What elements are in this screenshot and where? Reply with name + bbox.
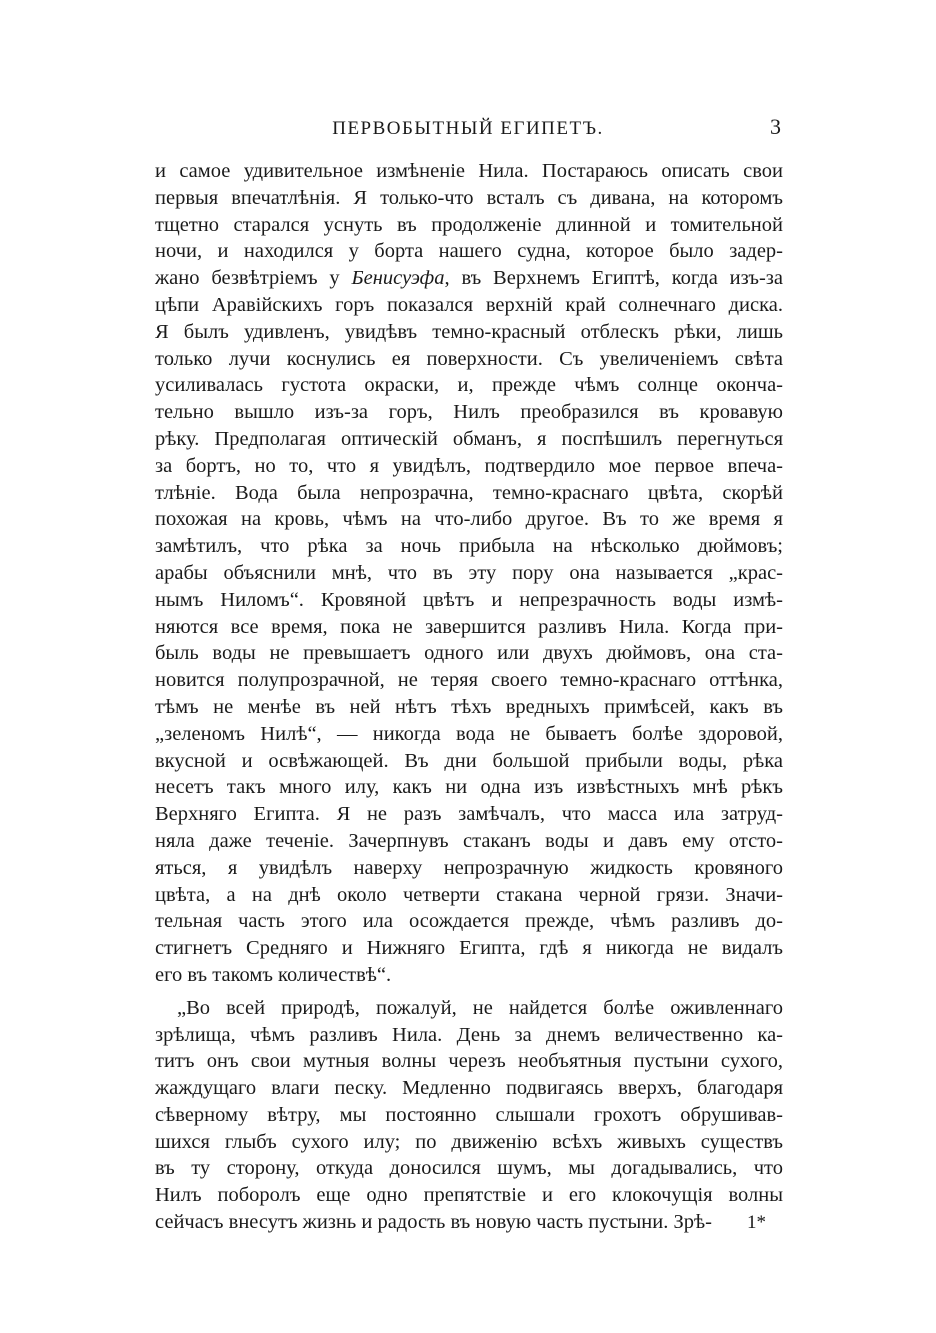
text-line: рѣку. Предполагая оптическій обманъ, я поспѣшилъ перегнуться bbox=[155, 427, 783, 450]
text-line: усиливалась густота окраски, и, прежде чѣмъ солнце оконча- bbox=[155, 374, 783, 397]
text-line: первыя впечатлѣнія. Я только-что всталъ съ дивана, на которомъ bbox=[155, 186, 783, 209]
text-line: тлѣніе. Вода была непрозрачна, темно-краснаго цвѣта, скорѣй bbox=[155, 481, 783, 504]
text-line: Верхняго Египта. Я не разъ замѣчалъ, что масса ила затруд- bbox=[155, 803, 783, 826]
text-line: титъ онъ свои мутныя волны черезъ необъятныя пустыни сухого, bbox=[155, 1050, 783, 1073]
text-line: похожая на кровь, чѣмъ на что-либо другое. Въ то же время я bbox=[155, 508, 783, 531]
text-line: быль воды не превышаетъ одного или двухъ дюймовъ, она ста- bbox=[155, 642, 783, 665]
text-line: только лучи коснулись ея поверхности. Съ увеличеніемъ свѣта bbox=[155, 347, 783, 370]
text-line: замѣтилъ, что рѣка за ночь прибыла на нѣсколько дюймовъ; bbox=[155, 535, 783, 558]
text-line: ночи, и находился у борта нашего судна, которое было задер- bbox=[155, 240, 783, 263]
text-line: цѣпи Аравійскихъ горъ показался верхній край солнечнаго диска. bbox=[155, 293, 783, 316]
text-line: шихся глыбъ сухого илу; по движенію всѣхъ живыхъ существъ bbox=[155, 1130, 783, 1153]
text-line: цвѣта, а на днѣ около четверти стакана черной грязи. Значи- bbox=[155, 883, 783, 906]
body-text bbox=[155, 158, 783, 1236]
text-line: за бортъ, но то, что я увидѣлъ, подтвердило мое первое впеча- bbox=[155, 454, 783, 477]
text-line: стигнетъ Средняго и Нижняго Египта, гдѣ я никогда не видалъ bbox=[155, 937, 783, 960]
text-line: сейчасъ внесутъ жизнь и радость въ новую часть пустыни. Зрѣ- bbox=[155, 1211, 712, 1234]
text-line: жаждущаго влаги песку. Медленно подвигаясь вверхъ, благодаря bbox=[155, 1077, 783, 1100]
text-line: няла даже теченіе. Зачерпнувъ стаканъ воды и давъ ему отсто- bbox=[155, 829, 783, 852]
text-line: вкусной и освѣжающей. Въ дни большой прибыли воды, рѣка bbox=[155, 749, 783, 772]
text-line: „зеленомъ Нилѣ“, — никогда вода не бываетъ болѣе здоровой, bbox=[155, 722, 783, 745]
text-line: новится полупрозрачной, не теряя своего темно-краснаго оттѣнка, bbox=[155, 669, 783, 692]
text-line: „Во всей природѣ, пожалуй, не найдется болѣе оживленнаго bbox=[177, 996, 783, 1019]
text-line: его въ такомъ количествѣ“. bbox=[155, 963, 392, 986]
paragraph-2 bbox=[155, 995, 783, 1236]
paragraph-1 bbox=[155, 158, 783, 989]
text-line: сѣверному вѣтру, мы постоянно слышали грохотъ обрушивав- bbox=[155, 1103, 783, 1126]
text-line: тельно вышло изъ-за горъ, Нилъ преобразился въ кровавую bbox=[155, 401, 783, 424]
text-line: тѣмъ не менѣе въ ней нѣтъ тѣхъ вредныхъ примѣсей, какъ въ bbox=[155, 695, 783, 718]
text-line: няются все время, пока не завершится разливъ Нила. Когда при- bbox=[155, 615, 783, 638]
signature-mark: 1* bbox=[747, 1212, 766, 1233]
text-line: Нилъ поборолъ еще одно препятствіе и его клокочущія волны bbox=[155, 1184, 783, 1207]
text-line: арабы объяснили мнѣ, что въ эту пору она называется „крас- bbox=[155, 561, 783, 584]
text-line: зрѣлища, чѣмъ разливъ Нила. День за днемъ величественно ка- bbox=[155, 1023, 783, 1046]
text-line: жано безвѣтріемъ у Бенисуэфа, въ Верхнемъ Египтѣ, когда изъ-за bbox=[155, 267, 783, 290]
text-line: нымъ Ниломъ“. Кровяной цвѣтъ и непрезрачность воды измѣ- bbox=[155, 588, 783, 611]
text-line: тщетно старался уснуть въ продолженіе длинной и томительной bbox=[155, 213, 783, 236]
text-line: яться, я увидѣлъ наверху непрозрачную жидкость кровяного bbox=[155, 856, 783, 879]
text-line: тельная часть этого ила осождается прежде, чѣмъ разливъ до- bbox=[155, 910, 783, 933]
page-number: 3 bbox=[770, 114, 781, 139]
text-line: и самое удивительное измѣненіе Нила. Постараюсь описать свои bbox=[155, 160, 783, 182]
text-line: несетъ такъ много илу, какъ ни одна изъ извѣстныхъ мнѣ рѣкъ bbox=[155, 776, 783, 799]
text-line: въ ту сторону, откуда доносился шумъ, мы догадывались, что bbox=[155, 1157, 783, 1180]
running-title: ПЕРВОБЫТНЫЙ ЕГИПЕТЪ. bbox=[332, 118, 604, 139]
text-line: Я былъ удивленъ, увидѣвъ темно-красный отблескъ рѣки, лишь bbox=[155, 320, 783, 343]
